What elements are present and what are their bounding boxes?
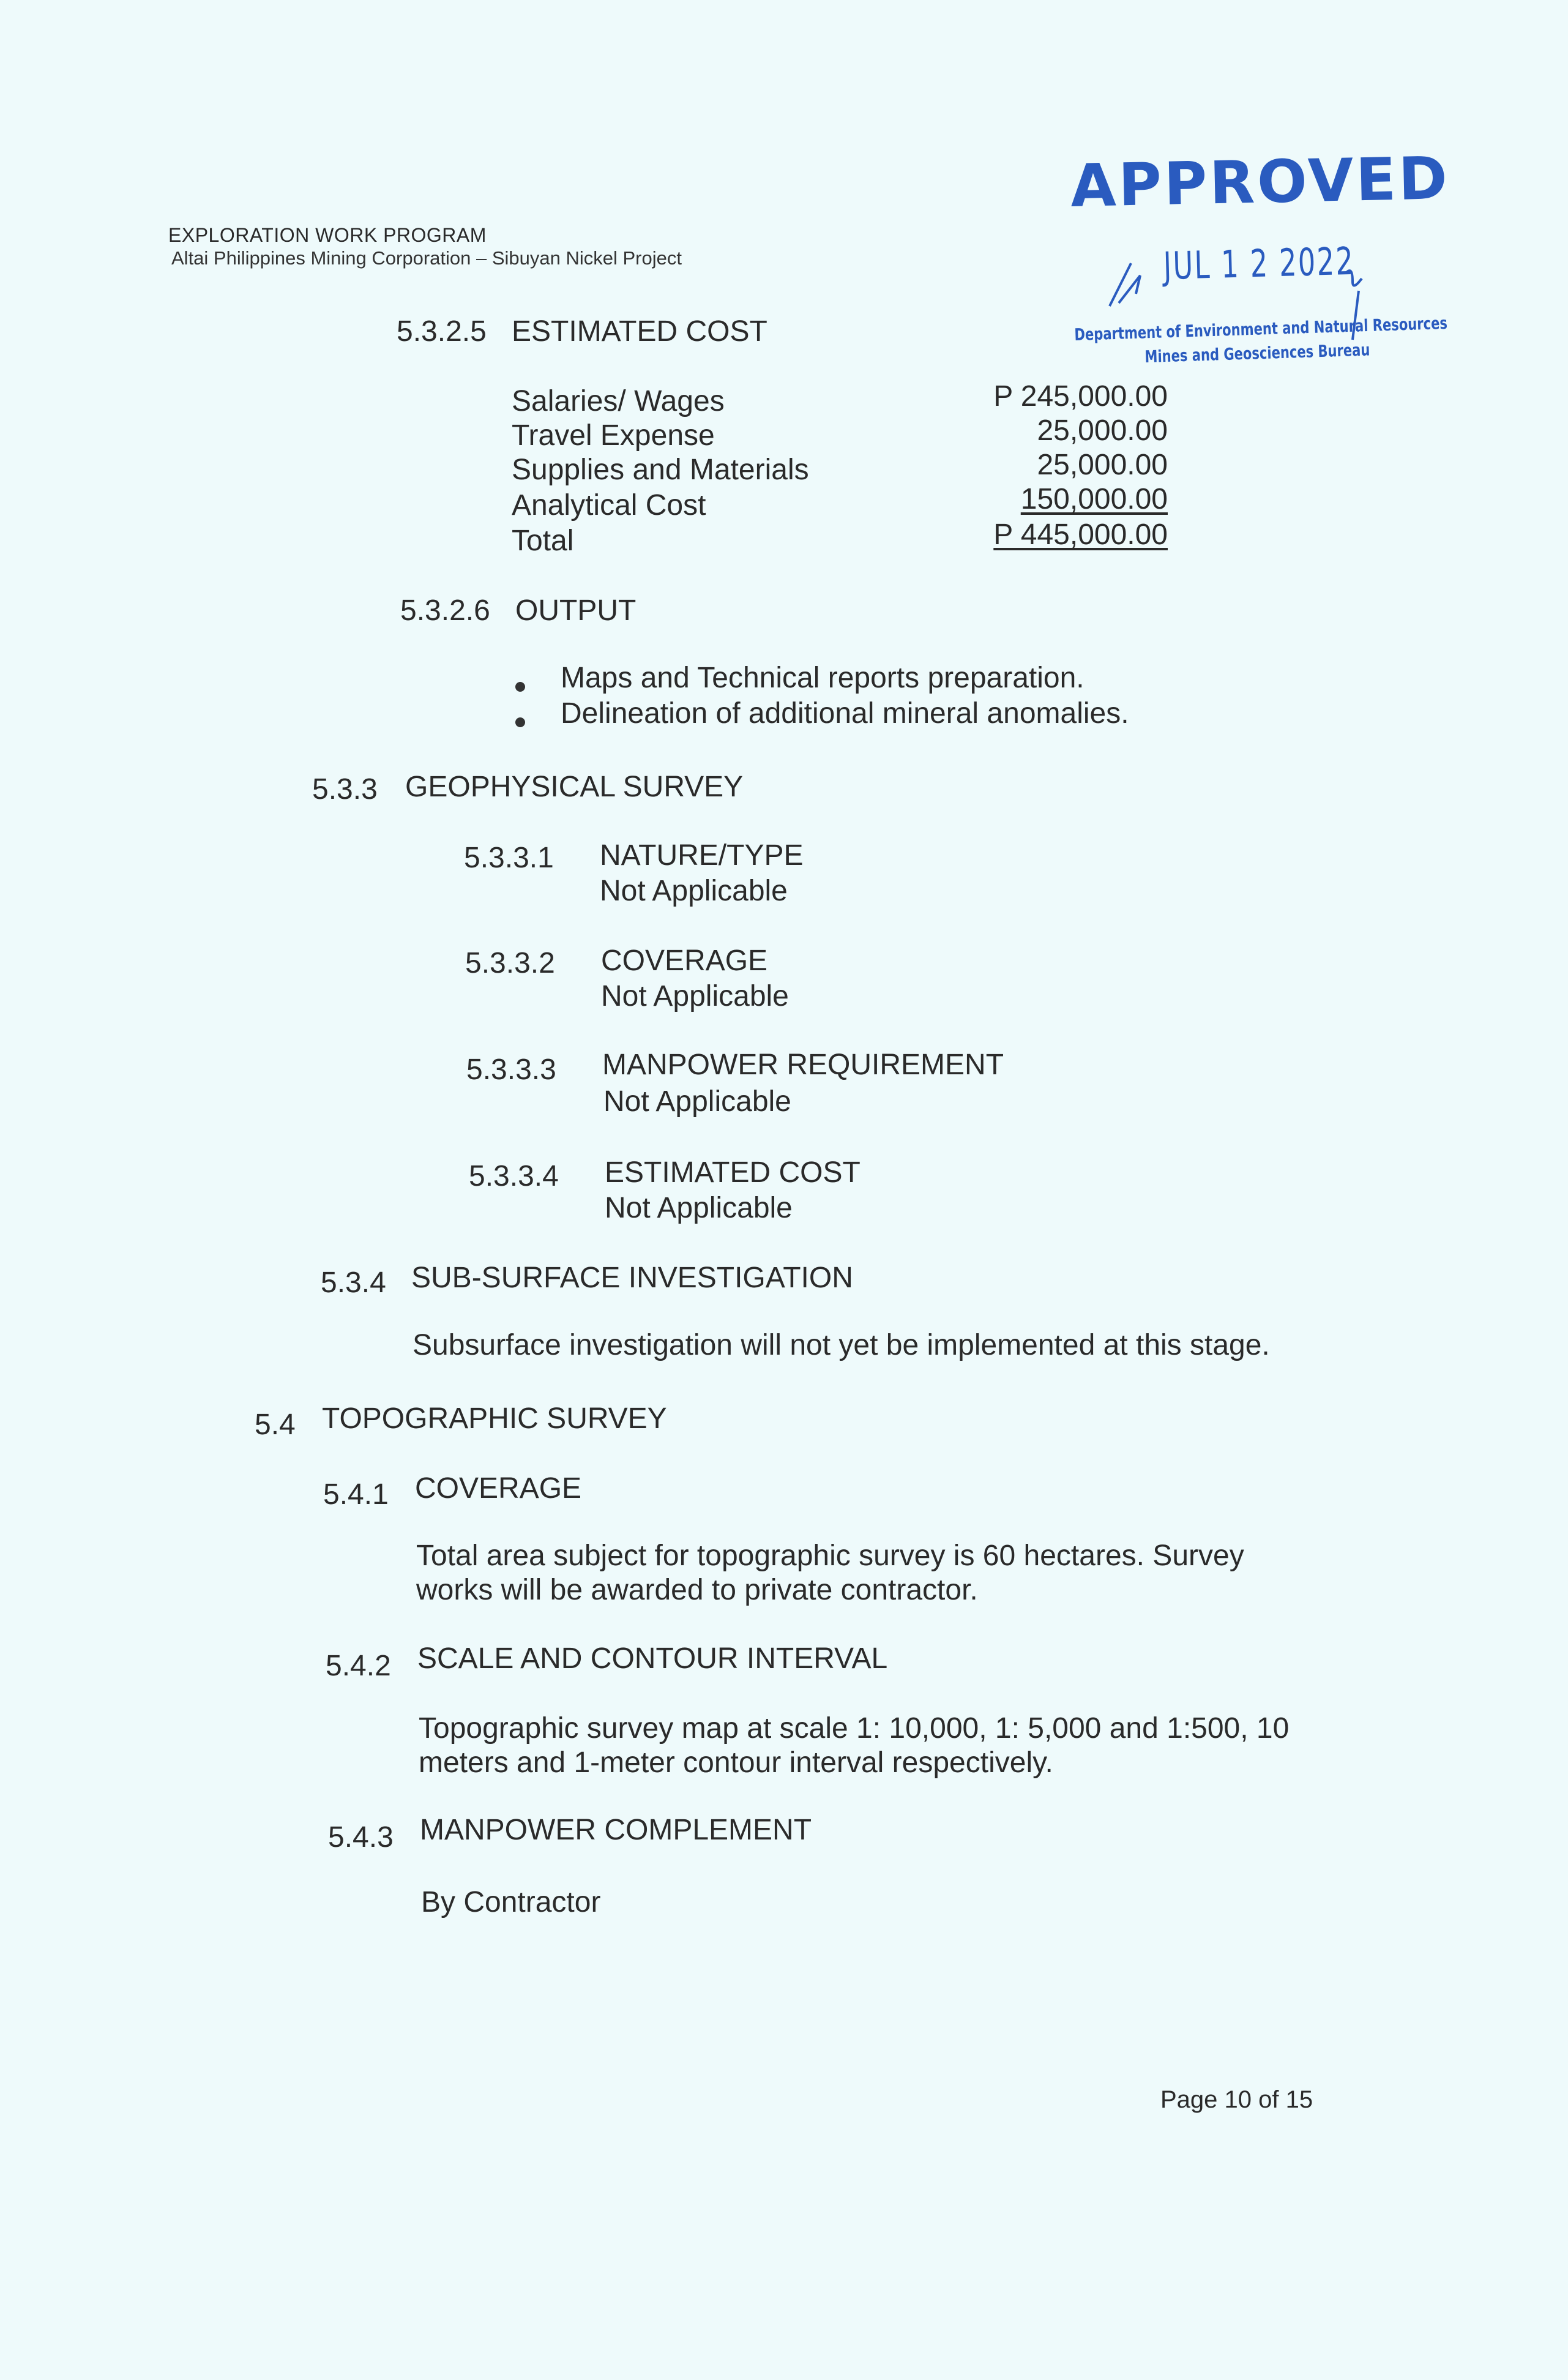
stamp-department: Department of Environment and Natural Resources — [1074, 313, 1448, 345]
page-number: Page 10 of 15 — [1160, 2086, 1313, 2113]
cost-item-amount: 25,000.00 — [1037, 449, 1168, 481]
subsection-text: Not Applicable — [605, 1192, 793, 1224]
section-number: 5.4.1 — [323, 1478, 389, 1511]
section-text-line: meters and 1-meter contour interval respectively. — [419, 1746, 1053, 1779]
stamp-bureau: Mines and Geosciences Bureau — [1144, 340, 1370, 367]
stamp-date: JUL 1 2 2022 — [1163, 238, 1356, 288]
subsection-title: MANPOWER REQUIREMENT — [602, 1049, 1004, 1081]
approved-stamp: APPROVED — [1070, 144, 1450, 220]
header-subtitle: Altai Philippines Mining Corporation – Sibuyan Nickel Project — [171, 247, 682, 269]
subsection-title: NATURE/TYPE — [600, 839, 804, 872]
section-text: By Contractor — [421, 1886, 601, 1918]
section-title: MANPOWER COMPLEMENT — [420, 1814, 812, 1846]
cost-item-amount: P 245,000.00 — [993, 380, 1168, 413]
subsection-number: 5.3.3.2 — [465, 947, 555, 979]
section-title: TOPOGRAPHIC SURVEY — [322, 1402, 667, 1435]
section-number: 5.3.3 — [312, 773, 378, 806]
cost-item-amount: 150,000.00 — [1020, 483, 1168, 515]
subsection-title: COVERAGE — [601, 945, 768, 977]
subsection-text: Not Applicable — [600, 875, 788, 907]
section-number: 5.3.2.5 — [397, 315, 487, 348]
cost-item-amount: 25,000.00 — [1037, 414, 1168, 447]
subsection-number: 5.3.3.3 — [466, 1053, 556, 1086]
subsection-number: 5.3.3.4 — [469, 1160, 559, 1192]
section-title: ESTIMATED COST — [512, 315, 767, 348]
section-text-line: Topographic survey map at scale 1: 10,000, 1: 5,000 and 1:500, 10 — [419, 1712, 1290, 1745]
cost-total-amount: P 445,000.00 — [993, 518, 1168, 551]
header-title: EXPLORATION WORK PROGRAM — [168, 224, 487, 246]
output-bullet: Maps and Technical reports preparation. — [561, 662, 1085, 694]
signature-mark-icon — [1107, 257, 1155, 312]
section-title: SCALE AND CONTOUR INTERVAL — [417, 1642, 888, 1675]
section-title: COVERAGE — [415, 1472, 582, 1505]
subsection-text: Not Applicable — [601, 980, 789, 1012]
cost-total-label: Total — [512, 525, 574, 557]
subsection-number: 5.3.3.1 — [464, 842, 554, 874]
bullet-icon — [515, 682, 525, 692]
cost-item-label: Salaries/ Wages — [512, 385, 725, 417]
section-title: OUTPUT — [515, 594, 637, 627]
section-title: SUB-SURFACE INVESTIGATION — [411, 1262, 853, 1294]
subsection-text: Not Applicable — [603, 1085, 791, 1118]
section-text-line: Total area subject for topographic survey is 60 hectares. Survey — [416, 1540, 1244, 1572]
section-text: Subsurface investigation will not yet be implemented at this stage. — [413, 1329, 1270, 1361]
section-number: 5.4 — [255, 1409, 296, 1441]
section-text-line: works will be awarded to private contractor. — [416, 1574, 978, 1606]
output-bullet: Delineation of additional mineral anomalies. — [561, 697, 1129, 730]
bullet-icon — [515, 717, 525, 727]
section-title: GEOPHYSICAL SURVEY — [405, 771, 744, 803]
subsection-title: ESTIMATED COST — [605, 1156, 861, 1189]
section-number: 5.3.4 — [321, 1267, 386, 1299]
section-number: 5.4.2 — [326, 1650, 391, 1682]
section-number: 5.3.2.6 — [400, 594, 490, 627]
cost-item-label: Analytical Cost — [512, 489, 706, 522]
cost-item-label: Supplies and Materials — [512, 454, 809, 486]
cost-item-label: Travel Expense — [512, 419, 715, 452]
section-number: 5.4.3 — [328, 1821, 394, 1854]
